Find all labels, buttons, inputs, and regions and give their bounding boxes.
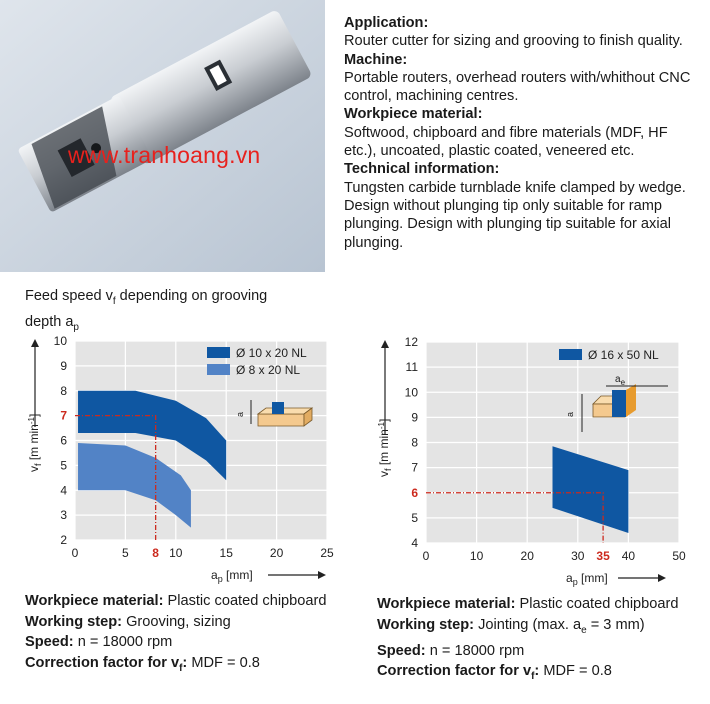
x-axis-label: $a_p$ [mm] — [566, 571, 608, 587]
x-tick-label: 15 — [219, 546, 233, 560]
x-tick-label: 50 — [672, 549, 686, 563]
y-tick-label: 7 — [411, 460, 418, 475]
x-tick-label: 10 — [169, 546, 183, 560]
spec-right-speed: Speed: n = 18000 rpm — [377, 642, 525, 659]
x-tick-label: 30 — [571, 549, 585, 563]
spec-right-correction: Correction factor for $v_f$: MDF = 0.8 — [377, 663, 612, 683]
groove-block-top — [258, 408, 312, 414]
caption-text-2: depending on grooving — [115, 288, 268, 304]
info-heading-workpiece: Workpiece material: — [344, 106, 483, 123]
y-tick-label: 2 — [60, 533, 67, 547]
info-heading-machine: Machine: — [344, 51, 408, 68]
chart-left — [0, 332, 350, 592]
info-text-workpiece: Softwood, chipboard and fibre materials (MDF, HF etc.), uncoated, plastic coated, veneered etc. — [344, 124, 668, 160]
y-tick-label: 5 — [60, 458, 67, 473]
chart-caption — [25, 286, 267, 338]
caption-text: Feed speed v — [25, 288, 113, 304]
caption-line2: depth a — [25, 313, 74, 330]
spec-right-step: Working step: Jointing (max. $a_e = 3$ mm) — [377, 616, 645, 636]
x-axis-arrow-head — [658, 574, 666, 582]
legend-swatch-0 — [207, 347, 230, 358]
x-axis-label: $a_p$ [mm] — [211, 568, 253, 584]
ae-label: $a_e$ — [615, 374, 626, 387]
y-axis-label: $v_f$ [m $\min^{-1}$] — [377, 418, 393, 477]
legend-label-0: Ø 16 x 50 NL — [588, 348, 659, 362]
y-tick-label: 4 — [411, 536, 418, 550]
groove-cutter — [272, 402, 284, 414]
info-panel — [344, 14, 700, 252]
x-tick-label: 10 — [469, 549, 484, 563]
groove-block-front — [258, 414, 304, 426]
spec-left — [25, 591, 345, 679]
watermark-text: www.tranhoang.vn — [68, 142, 261, 168]
x-tick-label: 20 — [269, 546, 284, 560]
ap-label: a — [565, 411, 575, 417]
x-tick-label: 40 — [621, 549, 636, 563]
legend-swatch-1 — [207, 364, 230, 375]
legend-label-0: Ø 10 x 20 NL — [236, 346, 307, 360]
highlight-x-label: 8 — [152, 546, 159, 560]
info-heading-application: Application: — [344, 15, 429, 31]
info-heading-technical: Technical information: — [344, 161, 500, 178]
y-tick-label: 11 — [405, 360, 418, 375]
info-text-application: Router cutter for sizing and grooving to finish quality. — [344, 33, 683, 50]
x-tick-label: 5 — [122, 546, 129, 560]
y-tick-label: 9 — [60, 358, 67, 373]
y-axis-arrow-head — [381, 340, 389, 348]
product-photo — [0, 0, 325, 272]
spec-left-speed: Speed: n = 18000 rpm — [25, 634, 173, 650]
highlight-x-label: 35 — [596, 549, 610, 563]
x-tick-label: 0 — [422, 549, 430, 563]
y-axis-label: $v_f$ [m $\min^{-1}$] — [27, 413, 43, 472]
legend-swatch-0 — [559, 349, 582, 360]
y-tick-label: 6 — [411, 485, 418, 500]
legend-label-1: Ø 8 x 20 NL — [236, 363, 301, 377]
y-axis-arrow-head — [31, 339, 39, 347]
y-tick-label: 8 — [411, 435, 418, 450]
y-tick-label: 5 — [411, 510, 418, 525]
x-tick-label: 20 — [520, 549, 534, 563]
spec-left-step: Working step: Grooving, sizing — [25, 613, 231, 630]
info-text-technical: Tungsten carbide turnblade knife clamped by wedge. Design without plunging tip only suitable for ramp plunging. Design with plunging tip suitable for axial plunging. — [344, 179, 686, 251]
y-tick-label: 3 — [60, 508, 67, 523]
y-tick-label: 6 — [60, 433, 67, 448]
y-tick-label: 10 — [404, 385, 418, 400]
y-tick-label: 7 — [60, 408, 67, 423]
joint-cutter — [612, 390, 626, 417]
caption-line2-sub: p — [73, 321, 79, 333]
chart-right — [350, 332, 710, 597]
spec-right-material: Workpiece material: Plastic coated chipboard — [377, 596, 679, 612]
spec-right — [377, 594, 697, 688]
caption-sub: f — [112, 295, 116, 307]
y-tick-label: 12 — [404, 335, 418, 349]
x-tick-label: 25 — [320, 546, 334, 560]
y-tick-label: 10 — [53, 334, 67, 348]
y-tick-label: 4 — [60, 483, 67, 498]
spec-left-material: Workpiece material: Plastic coated chipboard — [25, 593, 327, 609]
y-tick-label: 9 — [411, 410, 418, 425]
depth-label: a — [235, 411, 245, 417]
info-text-machine: Portable routers, overhead routers with/whithout CNC control, machining centres. — [344, 69, 691, 105]
x-axis-arrow-head — [318, 571, 326, 579]
spec-left-correction: Correction factor for $v_f$: MDF = 0.8 — [25, 654, 260, 674]
x-tick-label: 0 — [71, 546, 79, 560]
y-tick-label: 8 — [60, 383, 67, 398]
